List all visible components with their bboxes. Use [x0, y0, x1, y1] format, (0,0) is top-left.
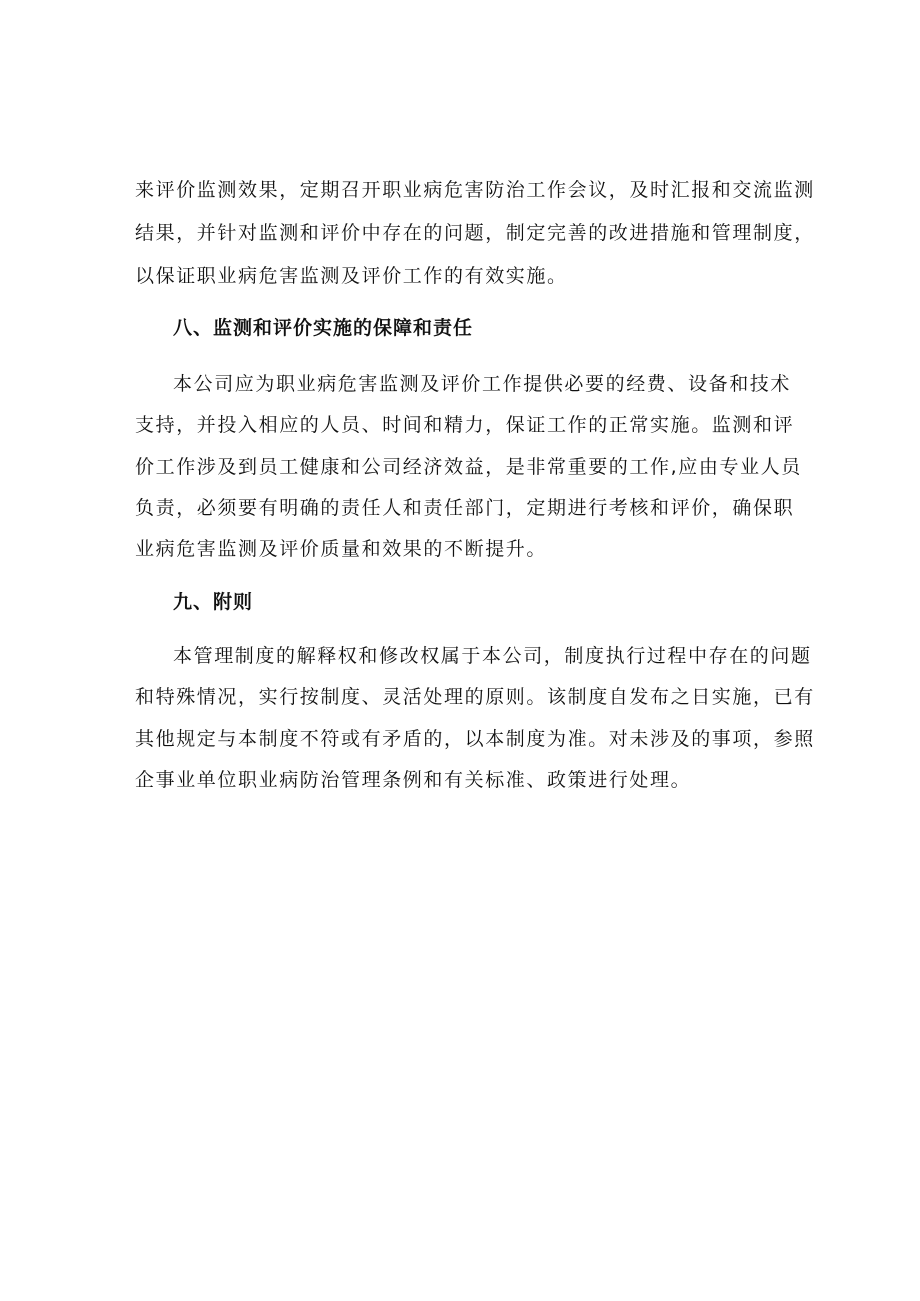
- paragraph-line: 支持，并投入相应的人员、时间和精力，保证工作的正常实施。监测和评: [135, 414, 795, 436]
- paragraph-line: 负责，必须要有明确的责任人和责任部门，定期进行考核和评价，确保职: [135, 497, 795, 519]
- paragraph-line: 其他规定与本制度不符或有矛盾的，以本制度为准。对未涉及的事项，参照: [135, 728, 815, 750]
- paragraph-line: 本管理制度的解释权和修改权属于本公司，制度执行过程中存在的问题: [173, 645, 812, 667]
- section-8-heading: 八、监测和评价实施的保障和责任: [173, 317, 474, 339]
- paragraph-line: 本公司应为职业病危害监测及评价工作提供必要的经费、设备和技术: [173, 373, 792, 395]
- paragraph-line: 价工作涉及到员工健康和公司经济效益，是非常重要的工作,应由专业人员: [135, 456, 802, 478]
- section-9-heading: 九、附则: [173, 591, 254, 613]
- paragraph-line: 企事业单位职业病防治管理条例和有关标准、政策进行处理。: [135, 769, 692, 791]
- paragraph-line: 结果，并针对监测和评价中存在的问题，制定完善的改进措施和管理制度，: [135, 222, 815, 244]
- paragraph-line: 和特殊情况，实行按制度、灵活处理的原则。该制度自发布之日实施，已有: [135, 686, 815, 708]
- paragraph-line: 业病危害监测及评价质量和效果的不断提升。: [135, 538, 548, 560]
- paragraph-line: 以保证职业病危害监测及评价工作的有效实施。: [135, 265, 568, 287]
- paragraph-line: 来评价监测效果，定期召开职业病危害防治工作会议，及时汇报和交流监测: [135, 179, 815, 201]
